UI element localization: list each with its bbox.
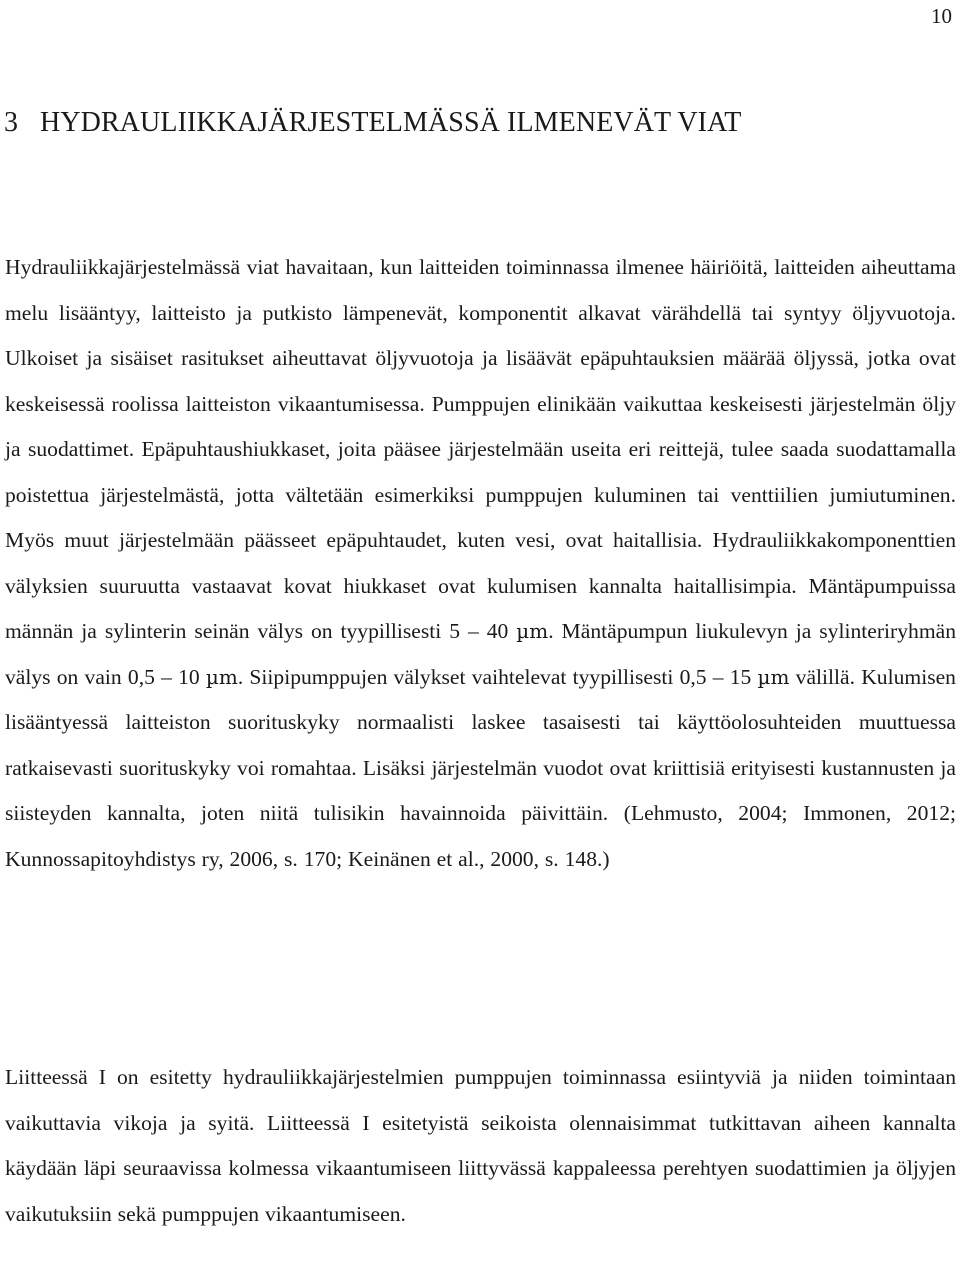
unit-micrometer: µm bbox=[516, 619, 549, 643]
page-number: 10 bbox=[931, 4, 952, 28]
section-number: 3 bbox=[4, 107, 19, 138]
section-title: HYDRAULIIKKAJÄRJESTELMÄSSÄ ILMENEVÄT VIAT bbox=[40, 107, 742, 138]
unit-micrometer: µm bbox=[205, 664, 238, 689]
body-paragraph-1 bbox=[5, 245, 956, 882]
paragraph-text: . Mäntäpumpun liukulevyn ja sylinteriryhmän välys on vain 0,5 – 10 bbox=[5, 619, 956, 689]
paragraph-text: . Siipipumppujen välykset vaihtelevat tyypillisesti 0,5 – 15 bbox=[237, 664, 758, 689]
paragraph-text: Hydrauliikkajärjestelmässä viat havaitaan, kun laitteiden toiminnassa ilmenee häiriöitä, laitteiden aiheuttama melu lisääntyy, laitteisto ja putkisto lämpenevät, komponentit alkavat värähdellä tai syntyy öljyvuotoja. Ulkoiset ja sisäiset rasitukset aiheuttavat öljyvuotoja ja lisäävät epäpuhtauksien määrää öljyssä, jotka ovat keskeisessä roolissa laitteiston vikaantumisessa. Pumppujen elinikään vaikuttaa keskeisesti järjestelmän öljy ja suodattimet. Epäpuhtaushiukkaset, joita pääsee järjestelmään useita eri reittejä, tulee saada suodattamalla poistettua järjestelmästä, jotta vältetään esimerkiksi pumppujen kuluminen tai venttiilien jumiutuminen. Myös muut järjestelmään päässeet epäpuhtaudet, kuten vesi, ovat haitallisia. Hydrauliikkakomponenttien välyksien suuruutta vastaavat kovat hiukkaset ovat kulumisen kannalta haitallisimpia. Mäntäpumpuissa männän ja sylinterin seinän välys on tyypillisesti 5 – 40 bbox=[5, 255, 956, 643]
unit-micrometer: µm bbox=[757, 664, 790, 689]
paragraph-text: välillä. Kulumisen lisääntyessä laitteiston suorituskyky normaalisti laskee tasaisesti tai käyttöolosuhteiden muuttuessa ratkaisevasti suorituskyky voi romahtaa. Lisäksi järjestelmän vuodot ovat kriittisiä erityisesti kustannusten ja siisteyden kannalta, joten niitä tulisikin havainnoida päivittäin. (Lehmusto, 2004; Immonen, 2012; Kunnossapitoyhdistys ry, 2006, s. 170; Keinänen et al., 2000, s. 148.) bbox=[5, 664, 956, 871]
section-heading bbox=[4, 103, 742, 143]
body-paragraph-2: Liitteessä I on esitetty hydrauliikkajärjestelmien pumppujen toiminnassa esiintyviä ja niiden toimintaan vaikuttavia vikoja ja syitä. Liitteessä I esitetyistä seikoista olennaisimmat tutkittavan aiheen kannalta käydään läpi seuraavissa kolmessa vikaantumiseen liittyvässä kappaleessa perehtyen suodattimien ja öljyjen vaikutuksiin sekä pumppujen vikaantumiseen. bbox=[5, 1065, 956, 1226]
